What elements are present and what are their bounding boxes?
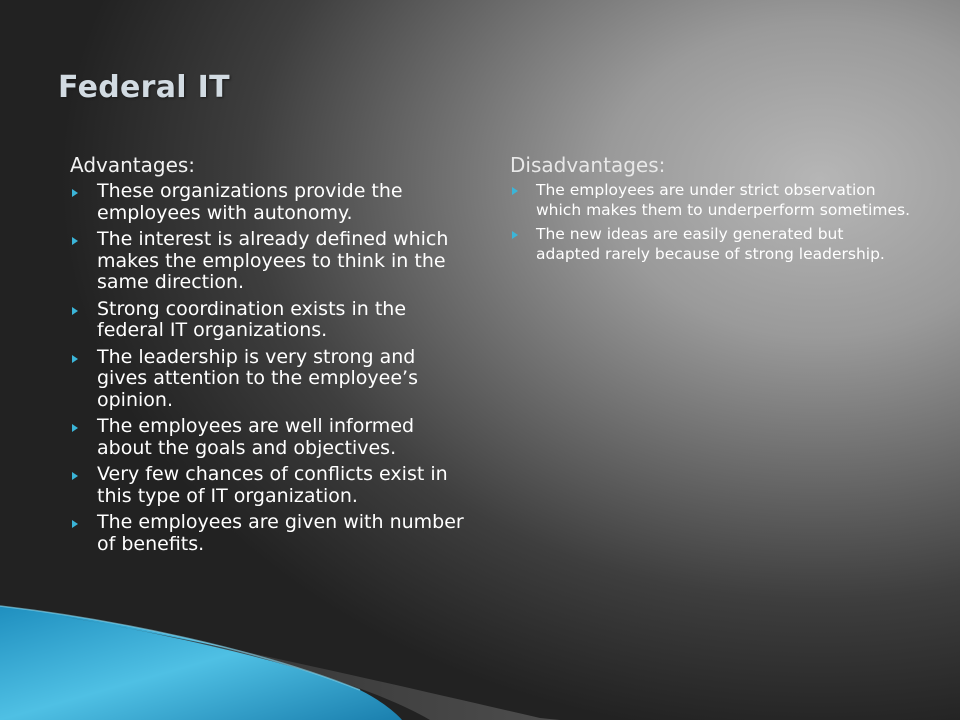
list-item-text: The employees are well informed about the goals and objectives.: [97, 415, 415, 459]
list-item-text: These organizations provide the employees with autonomy.: [97, 180, 403, 224]
advantages-heading: Advantages:: [70, 153, 196, 177]
list-item-text: Very few chances of conflicts exist in this type of IT organization.: [97, 463, 448, 507]
list-item-text: The leadership is very strong and gives attention to the employee’s opinion.: [97, 345, 418, 411]
slide-title: Federal IT: [58, 70, 230, 105]
list-item-text: Strong coordination exists in the federal IT organizations.: [97, 297, 407, 341]
list-item-text: The new ideas are easily generated but adapted rarely because of strong leadership.: [536, 225, 885, 263]
list-item-text: The interest is already defined which makes the employees to think in the same direction.: [97, 228, 449, 293]
disadvantages-heading: Disadvantages:: [510, 153, 666, 177]
list-item-text: The employees are under strict observation which makes them to underperform sometimes.: [536, 181, 911, 219]
list-item-text: The employees are given with number of benefits.: [97, 511, 464, 555]
